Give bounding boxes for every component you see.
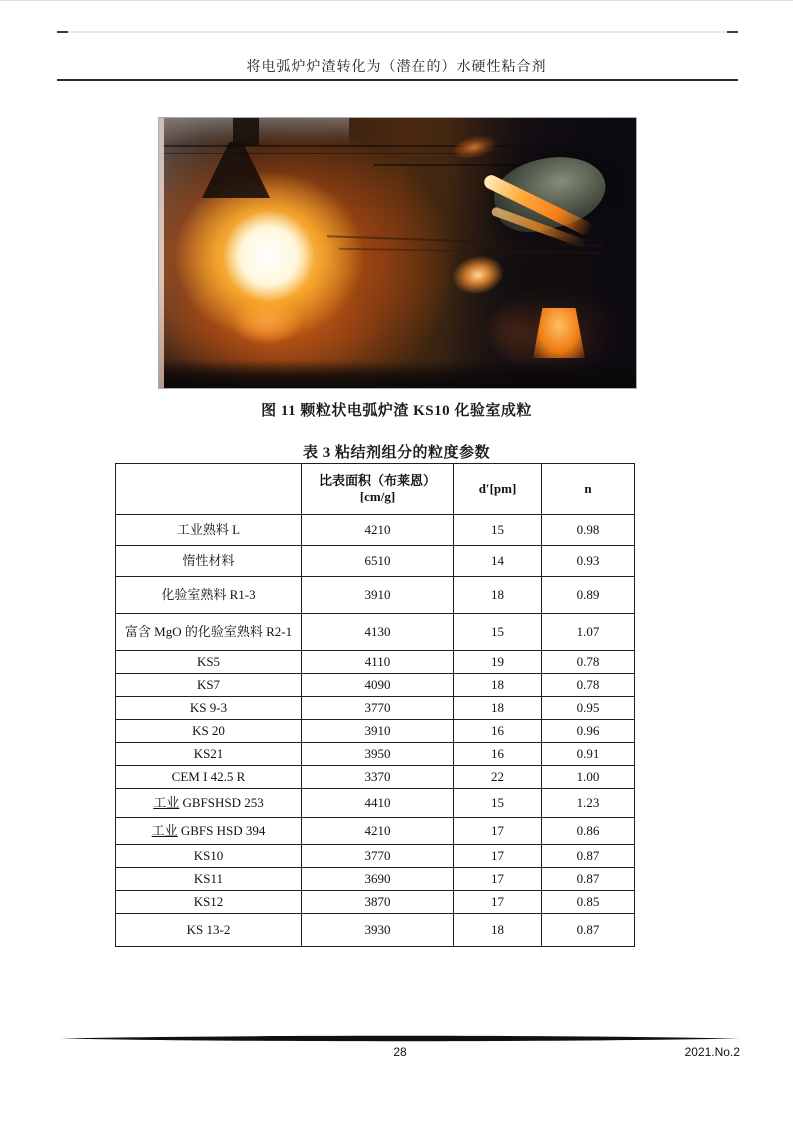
cell-d: 22 [454,766,542,789]
cell-surface: 3770 [302,845,454,868]
cell-surface: 3690 [302,868,454,891]
figure-caption: 图 11 颗粒状电弧炉渣 KS10 化验室成粒 [261,403,532,419]
fume-hood-stack [233,118,259,146]
header-cell-surface [302,464,454,515]
cell-material: KS12 [116,891,302,914]
cell-surface: 3910 [302,720,454,743]
cell-material: 富含 MgO 的化验室熟料 R2-1 [116,614,302,651]
table-row [116,845,635,868]
cell-d: 18 [454,577,542,614]
cell-n: 0.93 [542,546,635,577]
cell-surface: 4410 [302,789,454,818]
cell-material: KS21 [116,743,302,766]
cell-surface: 3370 [302,766,454,789]
cell-d: 18 [454,697,542,720]
table-row [116,515,635,546]
cell-d: 15 [454,614,542,651]
table-row [116,546,635,577]
cell-n: 1.00 [542,766,635,789]
cell-n: 0.91 [542,743,635,766]
header-cell-material [116,464,302,515]
table-row [116,818,635,845]
cell-surface: 4090 [302,674,454,697]
table-row [116,891,635,914]
cell-n: 0.85 [542,891,635,914]
table-row [116,743,635,766]
cell-n: 0.95 [542,697,635,720]
table-row [116,720,635,743]
cell-material: CEM I 42.5 R [116,766,302,789]
cell-n: 0.96 [542,720,635,743]
cell-material: KS5 [116,651,302,674]
cell-n: 0.89 [542,577,635,614]
cell-surface: 4130 [302,614,454,651]
footer-text-row [60,1045,740,1061]
table-row [116,766,635,789]
cell-material: KS 13-2 [116,914,302,947]
cell-surface: 3770 [302,697,454,720]
cell-surface: 4110 [302,651,454,674]
cell-d: 18 [454,674,542,697]
cell-surface: 3930 [302,914,454,947]
cell-material: KS 9-3 [116,697,302,720]
cell-d: 15 [454,515,542,546]
cell-surface: 4210 [302,515,454,546]
cell-material: 工业 GBFS HSD 394 [116,818,302,845]
table-row [116,789,635,818]
cell-n: 1.07 [542,614,635,651]
cell-n: 0.87 [542,845,635,868]
cell-material: KS10 [116,845,302,868]
cell-d: 17 [454,845,542,868]
cell-surface: 3910 [302,577,454,614]
cell-d: 15 [454,789,542,818]
cell-n: 0.86 [542,818,635,845]
cell-surface: 3950 [302,743,454,766]
cell-n: 1.23 [542,789,635,818]
particle-parameters-table [115,463,635,947]
cell-material: 惰性材料 [116,546,302,577]
table-header-row [116,464,635,515]
cell-n: 0.78 [542,674,635,697]
table-row [116,914,635,947]
table-row [116,868,635,891]
table-row [116,697,635,720]
table-row [116,614,635,651]
cell-surface: 3870 [302,891,454,914]
cell-d: 14 [454,546,542,577]
cell-d: 19 [454,651,542,674]
fume-hood-silhouette [202,142,270,198]
figure-photo [158,117,637,389]
cell-n: 0.78 [542,651,635,674]
cell-surface: 4210 [302,818,454,845]
scan-edge-strip [159,118,164,388]
cell-d: 16 [454,743,542,766]
cell-d: 17 [454,891,542,914]
header-title: 将电弧炉炉渣转化为（潜在的）水硬性粘合剂 [246,60,547,75]
cell-d: 17 [454,818,542,845]
cell-d: 16 [454,720,542,743]
photo-bottom-vignette [159,360,636,388]
cell-n: 0.87 [542,868,635,891]
issue-number: 2021.No.2 [684,1045,740,1059]
cell-n: 0.98 [542,515,635,546]
header-surface-line1: 比表面积（布莱恩） [318,472,436,488]
header-cell-n: n [542,464,635,515]
footer-rule [60,1035,740,1042]
cell-material: 工业熟料 L [116,515,302,546]
header-cell-d: d′[pm] [454,464,542,515]
cell-n: 0.87 [542,914,635,947]
cell-material: 化验室熟料 R1-3 [116,577,302,614]
cell-material: KS 20 [116,720,302,743]
cell-material: KS11 [116,868,302,891]
page-top-edge-line [0,0,793,1]
table-row [116,577,635,614]
cell-material: 工业 GBFSHSD 253 [116,789,302,818]
page-footer [60,1035,740,1061]
cell-surface: 6510 [302,546,454,577]
table-row [116,651,635,674]
cell-d: 17 [454,868,542,891]
table-caption: 表 3 粘结剂组分的粒度参数 [302,445,490,461]
cell-material: KS7 [116,674,302,697]
table-body [116,515,635,947]
header-surface-line2: [cm/g] [359,489,396,504]
header-top-rule [57,31,738,33]
page-number: 28 [393,1045,407,1059]
header-rule [57,79,738,81]
table-row [116,674,635,697]
cell-d: 18 [454,914,542,947]
